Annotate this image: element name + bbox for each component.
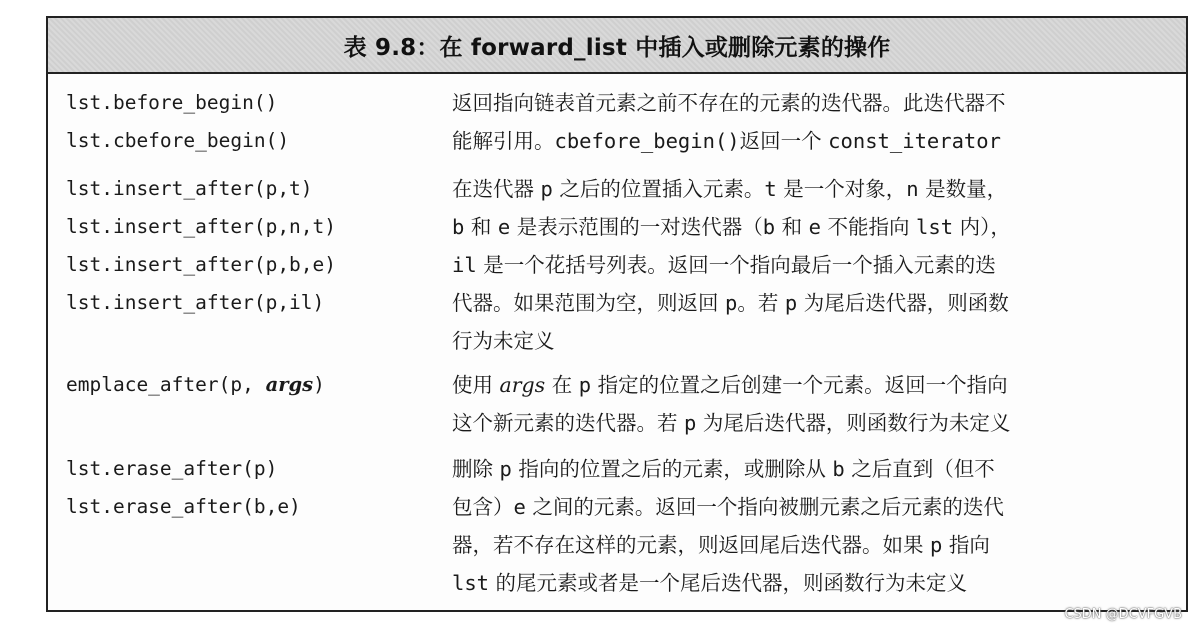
operation-arg: args	[265, 373, 314, 396]
description-text: 包含）	[452, 495, 514, 519]
operation-text: lst.erase_after(p)	[66, 457, 278, 480]
description-text: 为尾后迭代器，则函数行为未定义	[696, 411, 1011, 435]
code-text: p	[540, 177, 553, 201]
code-text: lst	[452, 571, 490, 595]
description-cell	[452, 366, 1186, 442]
operation-cell	[48, 450, 452, 602]
description-line	[452, 526, 1176, 564]
code-text: p	[725, 291, 738, 315]
description-text: 是一个花括号列表。返回一个指向最后一个插入元素的迭	[476, 253, 996, 277]
description-cell	[452, 84, 1186, 160]
description-text: 和	[775, 215, 809, 239]
operation-cell	[48, 170, 452, 360]
code-text: cbefore_begin()	[554, 129, 740, 153]
operation-text	[66, 366, 452, 404]
description-text: 之后直到（但不	[844, 457, 995, 481]
code-text: const_iterator	[828, 129, 1001, 153]
code-text: p	[578, 373, 592, 397]
description-text: 指向	[942, 533, 990, 557]
description-text: 之后的位置插入元素。	[552, 177, 765, 201]
italic-text: args	[499, 373, 546, 397]
forward-list-operations-table	[46, 16, 1188, 612]
operation-text: lst.before_begin()	[66, 91, 278, 114]
code-text: b	[832, 457, 845, 481]
description-line	[452, 488, 1176, 526]
watermark: CSDN @DCVFGVB	[1064, 607, 1182, 622]
operation-cell	[48, 84, 452, 160]
description-text: 返回一个	[739, 129, 829, 153]
description-line	[452, 170, 1176, 208]
table-caption: 表 9.8：在 forward_list 中插入或删除元素的操作	[343, 34, 891, 61]
description-text: 和	[464, 215, 498, 239]
code-text: p	[684, 411, 697, 435]
description-text: 代器。如果范围为空，则返回	[452, 291, 726, 315]
code-text: e	[497, 215, 511, 239]
code-text: b	[762, 215, 776, 239]
operation-text: lst.insert_after(p,n,t)	[66, 215, 337, 238]
description-text: 的尾元素或者是一个尾后迭代器，则函数行为未定义	[489, 571, 968, 595]
description-text: 内），	[953, 215, 1011, 239]
description-line	[452, 564, 1176, 602]
description-text: 行为未定义	[452, 329, 555, 353]
description-text: 返回指向链表首元素之前不存在的元素的迭代器。此迭代器不	[452, 91, 1006, 115]
operation-text: lst.erase_after(b,e)	[66, 495, 301, 518]
description-line	[452, 208, 1176, 246]
description-text: 不能指向	[820, 215, 917, 239]
operation-text: lst.insert_after(p,b,e)	[66, 253, 337, 276]
description-text: 能解引用。	[452, 129, 555, 153]
description-text: 器，若不存在这样的元素，则返回尾后迭代器。如果	[452, 533, 931, 557]
description-text: 是数量，	[918, 177, 1008, 201]
description-line	[452, 450, 1176, 488]
table-caption-bar	[48, 18, 1186, 74]
code-text: p	[930, 533, 943, 557]
description-cell	[452, 170, 1186, 360]
code-text: lst	[916, 215, 954, 239]
description-text: 之间的元素。返回一个指向被删元素之后元素的迭代	[525, 495, 1004, 519]
description-text: 这个新元素的迭代器。若	[452, 411, 685, 435]
table-row-insert-after	[48, 170, 1186, 360]
description-line	[452, 84, 1176, 122]
description-line	[452, 404, 1176, 442]
description-cell	[452, 450, 1186, 602]
operation-text: lst.cbefore_begin()	[66, 129, 290, 152]
table-row-erase-after	[48, 450, 1186, 602]
description-text: 指向的位置之后的元素，或删除从	[511, 457, 833, 481]
description-text: 是表示范围的一对迭代器（	[510, 215, 763, 239]
description-line	[452, 246, 1176, 284]
description-text: 是一个对象，	[776, 177, 907, 201]
operation-code: emplace_after(p,	[66, 373, 266, 396]
operation-cell	[48, 366, 452, 442]
description-text: 删除	[452, 457, 500, 481]
code-text: p	[499, 457, 512, 481]
description-text: 使用	[452, 373, 500, 397]
operation-code: )	[313, 373, 325, 396]
operation-text: lst.insert_after(p,il)	[66, 291, 325, 314]
description-text: 。若	[737, 291, 785, 315]
code-text: n	[906, 177, 919, 201]
description-line	[452, 366, 1176, 404]
description-line	[452, 122, 1176, 160]
description-text: 指定的位置之后创建一个元素。返回一个指向	[591, 373, 1008, 397]
description-line	[452, 284, 1176, 322]
code-text: il	[452, 253, 477, 277]
operation-text: lst.insert_after(p,t)	[66, 177, 313, 200]
description-line	[452, 322, 1176, 360]
code-text: e	[808, 215, 821, 239]
description-text: 在迭代器	[452, 177, 541, 201]
table-row-before-begin	[48, 84, 1186, 160]
description-text: 为尾后迭代器，则函数	[797, 291, 1009, 315]
code-text: e	[513, 495, 526, 519]
code-text: t	[764, 177, 777, 201]
code-text: b	[452, 215, 465, 239]
code-text: p	[784, 291, 798, 315]
description-text: 在	[545, 373, 579, 397]
table-row-emplace-after	[48, 366, 1186, 442]
